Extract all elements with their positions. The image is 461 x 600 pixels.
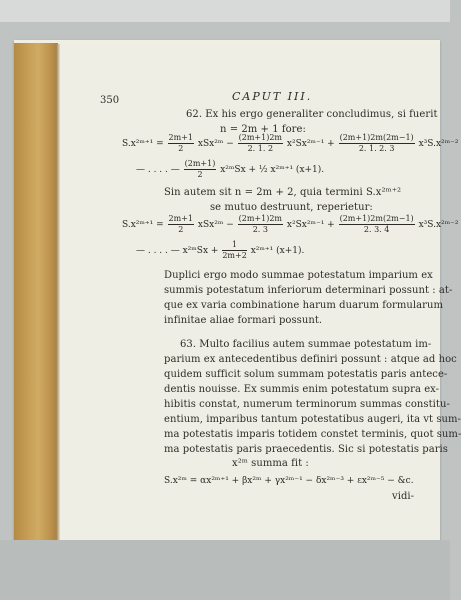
eq2b-fraction: $\frac{1}{2m+2}$: [222, 240, 247, 260]
equation-1-continued: [136, 159, 324, 181]
equation-2: [122, 214, 459, 236]
section-62-line-4: se mutuo destruunt, reperietur:: [210, 202, 373, 213]
eq2-fraction-1: $\frac{2m+1}{2}$: [168, 214, 194, 234]
section-62-line-3: Sin autem sit n = 2m + 2, quia termini S.x²ᵐ⁺²: [164, 187, 402, 198]
section-63-line: entium, imparibus tantum potestatibus augeri, ita vt sum-: [164, 414, 461, 425]
eq2-term-3: x³S.x²ᵐ⁻²: [418, 220, 459, 230]
equation-3: S.x²ᵐ = αx²ᵐ⁺¹ + βx²ᵐ + γx²ᵐ⁻¹ − δx²ᵐ⁻³ + εx²ᵐ⁻⁵ − &c.: [164, 476, 414, 486]
eq1-term-1: xSx²ᵐ −: [197, 139, 234, 149]
section-63-line: hibitis constat, numerum terminorum summas constitu-: [164, 399, 450, 410]
eq2-term-1: xSx²ᵐ −: [197, 220, 234, 230]
catchword: vidi-: [392, 491, 415, 502]
eq1b-fraction: $\frac{(2m+1)}{2}$: [184, 159, 216, 179]
eq1b-lead: — . . . . —: [136, 165, 180, 175]
eq2b-lead: — . . . . — x²ᵐSx +: [136, 246, 219, 256]
paragraph-line: que ex varia combinatione harum duarum formularum: [164, 300, 443, 311]
paragraph-line: summis potestatum inferiorum determinari possunt : at-: [164, 285, 453, 296]
scanner-background-top: [0, 0, 450, 22]
equation-1: [122, 133, 459, 155]
eq1-term-3: x³S.x²ᵐ⁻²: [418, 139, 459, 149]
paragraph-line: Duplici ergo modo summae potestatum imparium ex: [164, 270, 433, 281]
eq2b-tail: x²ᵐ⁺¹ (x+1).: [250, 246, 305, 256]
section-63-line: 63. Multo facilius autem summae potestatum im-: [180, 339, 432, 350]
book-spine: [14, 43, 58, 543]
section-63-line: parium ex antecedentibus definiri possunt : atque ad hoc: [164, 354, 457, 365]
section-63-line: ma potestatis paris praecedentis. Sic si potestatis paris: [164, 444, 448, 455]
section-62-line-1: 62. Ex his ergo generaliter concludimus, si fuerit: [186, 109, 438, 120]
section-63-line: quidem sufficit solum summam potestatis paris antece-: [164, 369, 448, 380]
section-63-line: dentis nouisse. Ex summis enim potestatum supra ex-: [164, 384, 440, 395]
eq2-term-2: x²Sx²ᵐ⁻¹ +: [286, 220, 335, 230]
book-page: [60, 44, 461, 542]
chapter-title: CAPUT III.: [232, 90, 313, 103]
section-62-line-2: n = 2m + 1 fore:: [220, 124, 306, 135]
eq1-term-2: x²Sx²ᵐ⁻¹ +: [286, 139, 335, 149]
eq1-lhs: S.x²ᵐ⁺¹ =: [122, 139, 164, 149]
eq1-fraction-3: $\frac{(2m+1)2m(2m-1)}{2. 1. 2. 3}$: [339, 133, 414, 153]
section-63-line-9: x²ᵐ summa fit :: [232, 458, 309, 469]
eq1b-tail: x²ᵐSx + ½ x²ᵐ⁺¹ (x+1).: [220, 165, 325, 175]
section-63-line: ma potestatis imparis totidem constet terminis, quot sum-: [164, 429, 461, 440]
eq2-fraction-3: $\frac{(2m+1)2m(2m-1)}{2. 3. 4}$: [339, 214, 414, 234]
scanner-background-bottom: [0, 540, 450, 600]
eq2-lhs: S.x²ᵐ⁺¹ =: [122, 220, 164, 230]
eq1-fraction-1: $\frac{2m+1}{2}$: [168, 133, 194, 153]
equation-2-continued: [136, 240, 304, 262]
page-number: 350: [100, 95, 120, 106]
paragraph-line: infinitae aliae formari possunt.: [164, 315, 323, 326]
eq2-fraction-2: $\frac{(2m+1)2m}{2. 3}$: [238, 214, 283, 234]
eq1-fraction-2: $\frac{(2m+1)2m}{2. 1. 2}$: [238, 133, 283, 153]
